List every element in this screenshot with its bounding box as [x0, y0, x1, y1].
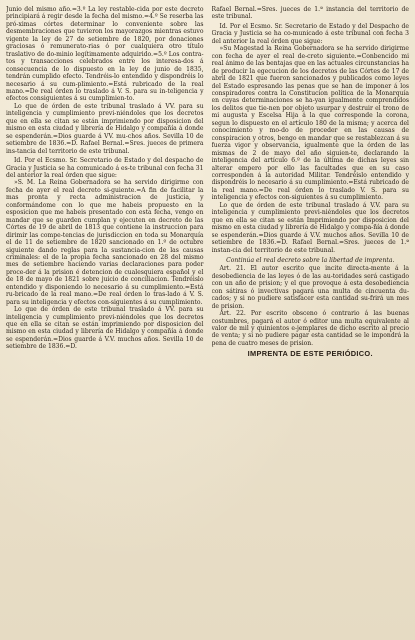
imprint-footer: IMPRENTA DE ESTE PERIÓDICO.	[247, 349, 373, 359]
paragraph: Art. 22. Por escrito obsceno ó contrario á las buenas costumbres, pagará el autor ó editor una multa equivalente al valor de mil y quinientos e-jemplares de dicho escrito al precio de venta; y si no pudiere pagar esta cantidad se le impondrá la pena de cuatro meses de prision.	[211, 310, 409, 347]
paragraph: Junio del mismo año.=3.º La ley restable-cida por este decreto principiará á regir desde la fecha del mismo.=4.º Se reserba las pró-ximas córtes determinar lo conveniente sobre las desmembraciones que tuvieron los mayorazgos mientras estuvo vigente la ley de 27 de setiembre de 1820, por donaciones graciosas ó remunerato-rias ó por cualquiera otro título traslativo de do-minio legítimamente adquirido.=5.º Los contra-tos y transacciones celebrados entre los interesa-dos á consecuencia de lo dispuesto en la ley de junio de 1835, tendrán cumplido efecto. Tendréis-lo entendido y dispondréis lo necesario á su cum-plimiento.=Está rubricado de la real mano.=De real órden lo traslado á V. S. para su in-teligencia y efectos consiguientes á su cumplimien-to.	[6, 6, 204, 103]
section-heading: Continúa el real decreto sobre la libertad de imprenta.	[226, 256, 395, 264]
paragraph-gap	[212, 254, 410, 256]
paragraph: »S. M. La Reina Gobernadora se ha servido dirigirme con fecha de ayer el real decreto si-guiente.=A fin de facilitar la mas pronta y recta administracion de justicia, y conformándome con lo que me habeis propuesto en la esposicion que me habeis presentado con esta fecha, vengo en mandar que se guarden cumplan y ejecuten en decreto de las Córtes de 19 de abril de 1813 que contiene la instruccion para dirimir las compe-tencias de jurisdiccion en toda su Monarquía el de 11 de setiembre de 1820 sancionado en 1.º de octubre siguiente dando reglas para la sustancia-cion de las causas criminales: el de la propia fecha sancionado en 28 del mismo mes de setiembre haciendo varias declaraciones para poder proce-der á la prision é detencion de cualesquiera español y el de 18 de mayo de 1821 sobre juicio de conciliacion. Tendréislo entendido y disponiendo lo necesario á su cumplimiento.=Está ru-bricado de la real mano.=De real órden lo tras-lado á V. S. para su inteligencia y efectos con-siguientes á su cumplimiento.	[6, 179, 204, 306]
paragraph: Id. Por el Ecsmo. Sr. Secretario de Estado y del Despacho de Gracia y Justicia se ha co-municado á este tribunal con fecha 3 del anterior la real órden que sigue:	[211, 22, 409, 45]
paragraph: Rafael Bernal.=Sres. jueces de 1.ª instancia del territorio de este tribunal.	[211, 6, 409, 21]
left-column	[6, 6, 204, 636]
paragraph: Id. Por el Ecsmo. Sr. Secretario de Estado y del despacho de Gracia y Justicia se ha comunicado á es-te tribunal con fecha 31 del anterior la real órden que sigue:	[6, 157, 204, 179]
paragraph: Lo que de órden de este tribunal traslado á VV. para su inteligencia y cumplimiento previ-niéndoles que los decretos que en ella se citan se están imprimiendo por disposicion del mismo en esta ciudad y librería de Hidalgo y compañía á donde se espenderán.=Dios guarde á V.V. muchos años. Sevilla 10 de setiembre de 1836.=D.	[6, 306, 204, 351]
paragraph: Lo que de órden de este tribunal traslado á VV. para su inteligencia y cumplimiento previ-niéndoles que los decretos que en ella se citan se están imprimiendo por disposicion del mismo en esta ciudad y librería de Hidalgo y compañía á donde se espenderán.=Dios guarde á VV. mu-chos años. Sevilla 10 de setiembre de 1836.=D. Rafael Bernal.=Sres. jueces de primera ins-tancia del territorio de este tribunal.	[6, 102, 204, 155]
right-column	[212, 6, 410, 636]
paragraph: »Su Magestad la Reina Gobernadora se ha servido dirigirme con fecha de ayer el real de-creto siguiente.=Conbencido mi real ánimo de las bentajas que en las actuales circunstancias ha de producir la egecucion de los decretos de las Córtes de 17 de abril de 1821 que fueron sancionados y publicados como leyes del Estado espresando las penas que se han de imponer á los conspiradores contra la Constitucion política de la Monarquía en cuyas determinaciones se ha-yan igualmente comprendidos los delitos que tie-nen por objeto usurpar y destruir el trono de mi augusta y Escelsa Hija á la que corresponde la corona, segun lo dispuesto en el artículo 180 de la misma; y acerca del conocimiento y mo-do de proceder en las causas de conspiracion y otros, bengo en mandar que se restablezcan á su fuerza vigor y observancia, igualmente que la órden de las mismas de 2 de mayo del año siguien-te, declarando la inteligencia del artículo 6.º de la última de dichas leyes sin alterar empero por ello las facultades que en su caso corresponden á la autoridad Militar. Tendréislo entendido y dispondréis lo necesario á su cumplimiento.=Está rubricado de la real mano.=De real órden lo traslado V. S. para su inteligencia y efectos con-siguientes á su cumplimiento.	[211, 45, 409, 202]
paragraph: Art. 21. El autor escrito que incite directa-mente á la desobediencia de las leyes ó de las au-toridades será castigado con un año de prision; y el que provoque á esta desobediencia con sátiras ó invectivas pagará una multa de cincuenta du-cados; y si no pudiere satisfacer esta cantidad su-frirá un mes de prision.	[211, 265, 409, 310]
paragraph: Lo que de órden de este tribunal traslado á V.V. para su inteligencia y cumplimiento previ-niéndoles que los decretos que en ella se citan se están Imprimiendo por disposicion del mismo en esta ciudad y librería de Hidalgo y compa-ñía á donde se espenderán.=Dios guarde á V.V. muchos años. Sevilla 10 de setiembre de 1836.=D. Rafael Bernal.=Sres. jueces de 1.ª instan-cia del territorio de este tribunal.	[211, 201, 409, 254]
right-column-body	[212, 6, 410, 347]
